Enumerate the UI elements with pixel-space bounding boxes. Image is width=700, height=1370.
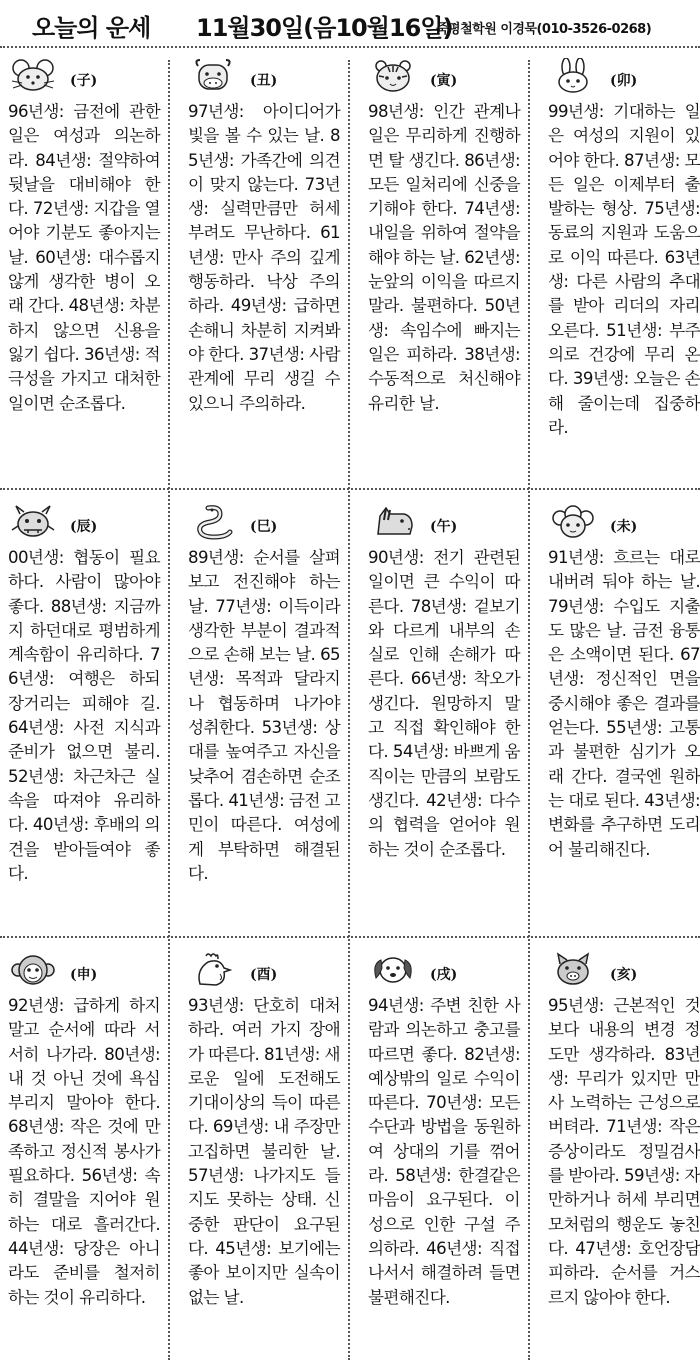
fortune-text: 97년생: 아이디어가 빛을 볼 수 있는 날. 85년생: 가족간에 의견이 맞지 않는다. 73년생: 실력만큼만 허세 부려도 무난하다. 61년생: 만사 주의 깊게 행동하라. 낙상 주의하라. 49년생: 급하면 손해니 차분히 지켜봐야 한다. 37년생: 사람 관계에 무리 생길 수 있으니 주의하라. xyxy=(188,102,340,413)
zodiac-label: (午) xyxy=(430,519,458,535)
pig-icon xyxy=(550,952,596,988)
monkey-icon xyxy=(10,952,56,988)
page-header xyxy=(0,0,700,44)
column-divider xyxy=(528,60,530,1360)
fortune-text: 89년생: 순서를 살펴보고 전진해야 하는 날. 77년생: 이득이라 생각한 부분이 결과적으로 손해 보는 날. 65년생: 목적과 달라지나 협동하며 나가야 성취한다. 53년생: 상대를 높여주고 자신을 낮추어 겸손하면 순조롭다. 41년생: 금전 고민이 따른다. 여성에게 부탁하면 해결된다. xyxy=(188,548,340,883)
fortune-text: 91년생: 흐르는 대로 내버려 둬야 하는 날. 79년생: 수입도 지출도 많은 날. 금전 융통은 소액이면 된다. 67년생: 정신적인 면을 중시해야 좋은 결과를 얻는다. 55년생: 고통과 불편한 심기가 오래 간다. 결국엔 원하는 대로 된다. 43년생: 변화를 추구하면 도리어 불리해진다. xyxy=(548,548,700,859)
divider xyxy=(0,936,700,938)
tiger-icon xyxy=(370,58,416,94)
fortune-text: 96년생: 금전에 관한 일은 여성과 의논하라. 84년생: 절약하여 뒷날을 대비해야 한다. 72년생: 지갑을 열어야 기분도 좋아지는 날. 60년생: 대수롭지 않게 생각한 병이 오래 간다. 48년생: 차분하지 않으면 신용을 잃기 쉽다. 36년생: 적극성을 가지고 대처한 일이면 순조롭다. xyxy=(8,102,160,413)
divider xyxy=(0,488,700,490)
date-label: 11월30일(음10월16일) xyxy=(196,14,453,42)
zodiac-label: (未) xyxy=(610,519,638,535)
fortune-text: 98년생: 인간 관계나 일은 무리하게 진행하면 탈 생긴다. 86년생: 모든 일처리에 신중을 기해야 한다. 74년생: 내일을 위하여 절약을 해야 하는 날. 62년생: 눈앞의 이익을 따르지 말라. 불편하다. 50년생: 속임수에 빠지는 일은 피하라. 38년생: 수동적으로 처신해야 유리한 날. xyxy=(368,102,520,413)
ox-icon xyxy=(190,58,236,94)
rabbit-icon xyxy=(550,58,596,94)
fortune-text: 00년생: 협동이 필요하다. 사람이 많아야 좋다. 88년생: 지금까지 하던대로 평범하게 계속함이 유리하다. 76년생: 여행은 하되 장거리는 피해야 길. 64년생: 사전 지식과 준비가 없으면 불리. 52년생: 차근차근 실속을 따져야 유리하다. 40년생: 후배의 의견을 받아들여야 좋다. xyxy=(8,548,160,883)
fortune-text: 99년생: 기대하는 일은 여성의 지원이 있어야 한다. 87년생: 모든 일은 이제부터 출발하는 형상. 75년생: 동료의 지원과 도움으로 이익 따른다. 63년생: 다른 사람의 추대를 받아 리더의 자리 오른다. 51년생: 부주의로 건강에 무리 온다. 39년생: 오늘은 손해 줄이는데 집중하라. xyxy=(548,102,700,437)
column-divider xyxy=(168,60,170,1360)
zodiac-label: (酉) xyxy=(250,967,278,983)
fortune-text: 92년생: 급하게 하지 말고 순서에 따라 서서히 나가라. 80년생: 내 것 아닌 것에 욕심 부리지 말아야 한다. 68년생: 작은 것에 만족하고 정신적 봉사가 필요하다. 56년생: 속히 결말을 지어야 원하는 대로 흘러간다. 44년생: 당장은 아니라도 준비를 철저히 하는 것이 유리하다. xyxy=(8,996,160,1307)
sheep-icon xyxy=(550,504,596,540)
zodiac-label: (寅) xyxy=(430,73,458,89)
fortune-text: 94년생: 주변 친한 사람과 의논하고 충고를 따르면 좋다. 82년생: 예상밖의 일로 수익이 따른다. 70년생: 모든 수단과 방법을 동원하여 상대의 기를 꺾어라. 58년생: 한결같은 마음이 요구된다. 이성으로 인한 구설 주의하라. 46년생: 직접 나서서 해결하려 들면 불편해진다. xyxy=(368,996,520,1307)
horse-icon xyxy=(370,504,416,540)
divider xyxy=(0,46,700,48)
zodiac-label: (戌) xyxy=(430,967,458,983)
zodiac-label: (亥) xyxy=(610,967,638,983)
rat-icon xyxy=(10,58,56,94)
page-title: 오늘의 운세 xyxy=(32,14,151,42)
zodiac-label: (丑) xyxy=(250,73,278,89)
zodiac-label: (申) xyxy=(70,967,98,983)
fortune-text: 93년생: 단호히 대처하라. 여러 가지 장애가 따른다. 81년생: 새로운 일에 도전해도 기대이상의 득이 따른다. 69년생: 내 주장만 고집하면 불리한 날. 57년생: 나가지도 들지도 못하는 상태. 신중한 판단이 요구된다. 45년생: 보기에는 좋아 보이지만 실속이 없는 날. xyxy=(188,996,340,1307)
author-credit: 죽평철학원 이경묵(010-3526-0268) xyxy=(436,22,652,37)
dragon-icon xyxy=(10,504,56,540)
fortune-text: 95년생: 근본적인 것보다 내용의 변경 정도만 생각하라. 83년생: 무리가 있지만 만사 노력하는 근성으로 버텨라. 71년생: 작은 증상이라도 정밀검사를 받아라. 59년생: 자만하거나 허세 부리면 모처럼의 행운도 놓친다. 47년생: 호언장담 피하라. 순서를 거스르지 않아야 한다. xyxy=(548,996,700,1307)
zodiac-label: (巳) xyxy=(250,519,278,535)
rooster-icon xyxy=(190,952,236,988)
fortune-text: 90년생: 전기 관련된 일이면 큰 수익이 따른다. 78년생: 겉보기와 다르게 내부의 손실로 인해 손해가 따른다. 66년생: 착오가 생긴다. 원망하지 말고 직접 확인해야 한다. 54년생: 바쁘게 움직이는 만큼의 보람도 생긴다. 42년생: 다수의 협력을 얻어야 원하는 것이 순조롭다. xyxy=(368,548,520,859)
dog-icon xyxy=(370,952,416,988)
zodiac-label: (辰) xyxy=(70,519,98,535)
zodiac-label: (卯) xyxy=(610,73,638,89)
zodiac-label: (子) xyxy=(70,73,98,89)
snake-icon xyxy=(190,504,236,540)
column-divider xyxy=(348,60,350,1360)
